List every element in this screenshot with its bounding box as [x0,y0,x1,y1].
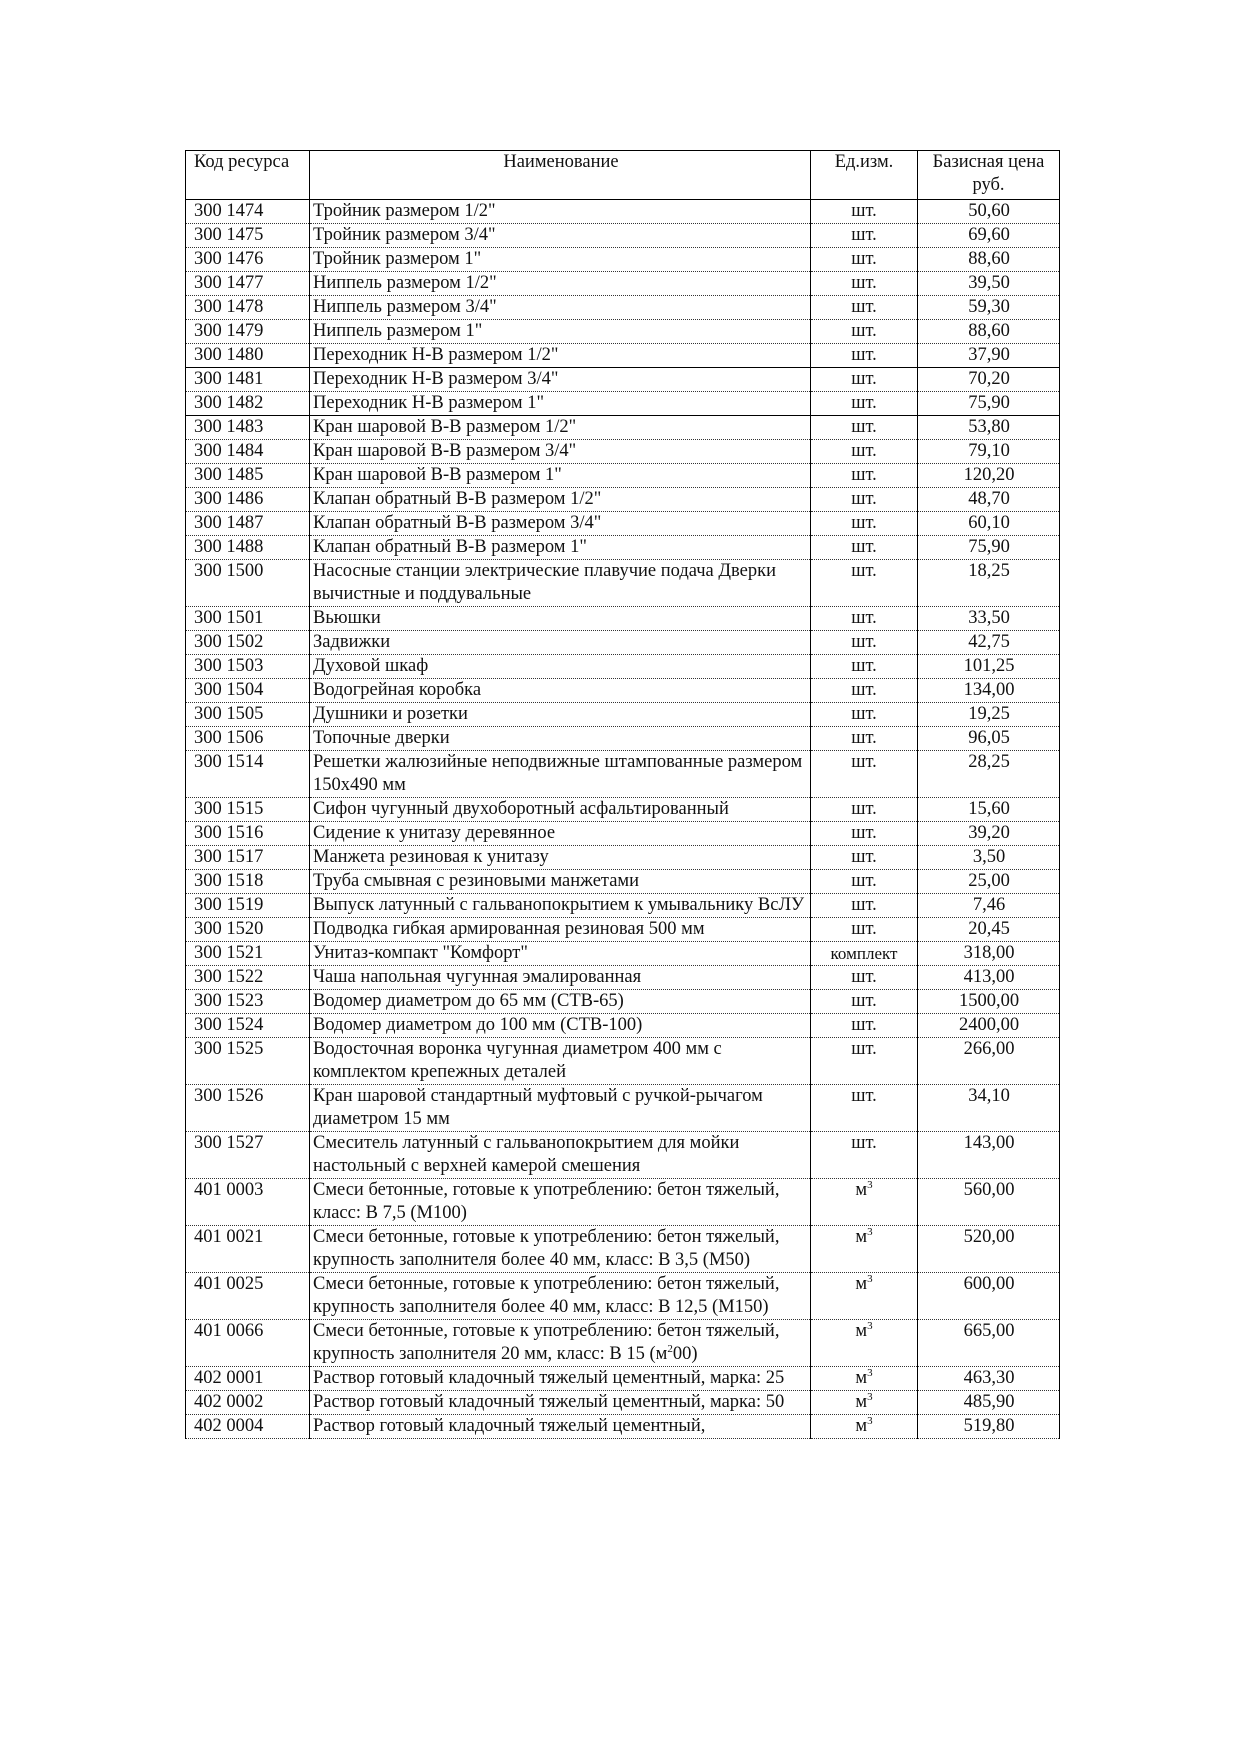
cell-code: 300 1477 [186,272,310,296]
cell-name: Смеси бетонные, готовые к употреблению: бетон тяжелый, крупность заполнителя более 40 мм, класс: В 12,5 (М150) [310,1273,811,1320]
cell-unit [811,1367,918,1391]
cell-unit: шт. [811,512,918,536]
cell-name: Ниппель размером 1/2" [310,272,811,296]
cell-name: Водомер диаметром до 65 мм (СТВ-65) [310,990,811,1014]
cell-name: Кран шаровой В-В размером 1" [310,464,811,488]
cell-price: 665,00 [918,1320,1060,1367]
price-table [185,150,1060,1439]
cell-name: Выпуск латунный с гальванопокрытием к умывальнику ВсЛУ [310,894,811,918]
cell-name-text: Смеси бетонные, готовые к употреблению: бетон тяжелый, крупность заполнителя 20 мм, класс: В 15 (м [313,1321,780,1364]
cell-unit: шт. [811,440,918,464]
cell-unit [811,1320,918,1367]
cell-unit: шт. [811,966,918,990]
cell-name: Сидение к унитазу деревянное [310,822,811,846]
cell-code: 300 1503 [186,655,310,679]
cell-code: 300 1515 [186,798,310,822]
cell-code: 300 1488 [186,536,310,560]
cell-unit-superscript: 3 [867,1366,873,1379]
table-row [186,1085,1060,1132]
cell-unit: шт. [811,224,918,248]
cell-name: Клапан обратный В-В размером 1/2" [310,488,811,512]
table-row [186,272,1060,296]
cell-code: 300 1479 [186,320,310,344]
table-row [186,942,1060,966]
cell-code: 401 0025 [186,1273,310,1320]
cell-name: Сифон чугунный двухоборотный асфальтированный [310,798,811,822]
cell-code: 300 1484 [186,440,310,464]
cell-unit: шт. [811,703,918,727]
cell-price: 485,90 [918,1391,1060,1415]
table-row [186,1391,1060,1415]
cell-price: 15,60 [918,798,1060,822]
cell-unit [811,1273,918,1320]
cell-price: 463,30 [918,1367,1060,1391]
cell-code: 300 1516 [186,822,310,846]
cell-code: 300 1475 [186,224,310,248]
table-row [186,727,1060,751]
cell-code: 300 1482 [186,392,310,416]
cell-unit: шт. [811,1038,918,1085]
cell-name: Ниппель размером 3/4" [310,296,811,320]
cell-unit [811,1391,918,1415]
cell-price: 266,00 [918,1038,1060,1085]
cell-price: 1500,00 [918,990,1060,1014]
cell-name: Смеси бетонные, готовые к употреблению: бетон тяжелый, класс: В 7,5 (М100) [310,1179,811,1226]
cell-code: 300 1474 [186,200,310,224]
cell-code: 402 0001 [186,1367,310,1391]
cell-price: 59,30 [918,296,1060,320]
table-row [186,1273,1060,1320]
cell-code: 300 1523 [186,990,310,1014]
table-row [186,200,1060,224]
cell-code: 300 1520 [186,918,310,942]
table-row [186,368,1060,392]
header-unit: Ед.изм. [811,151,918,200]
cell-price: 19,25 [918,703,1060,727]
cell-unit: шт. [811,392,918,416]
table-body [186,200,1060,1439]
table-row [186,392,1060,416]
table-row [186,320,1060,344]
cell-unit: шт. [811,655,918,679]
cell-code: 300 1478 [186,296,310,320]
cell-price: 50,60 [918,200,1060,224]
cell-unit: шт. [811,798,918,822]
cell-unit: шт. [811,751,918,798]
cell-code: 300 1522 [186,966,310,990]
cell-code: 300 1500 [186,560,310,607]
cell-unit-text: м [855,1227,868,1247]
cell-unit: шт. [811,607,918,631]
header-code: Код ресурса [186,151,310,200]
cell-name: Труба смывная с резиновыми манжетами [310,870,811,894]
cell-unit: шт. [811,200,918,224]
cell-unit [811,1226,918,1273]
cell-price: 96,05 [918,727,1060,751]
table-row [186,1132,1060,1179]
header-name: Наименование [310,151,811,200]
cell-unit-superscript: 3 [867,1272,873,1285]
cell-unit: шт. [811,320,918,344]
table-row [186,846,1060,870]
table-row [186,1179,1060,1226]
cell-price: 70,20 [918,368,1060,392]
cell-price: 600,00 [918,1273,1060,1320]
cell-price: 7,46 [918,894,1060,918]
cell-name: Духовой шкаф [310,655,811,679]
cell-unit: шт. [811,344,918,368]
table-row [186,560,1060,607]
table-row [186,536,1060,560]
cell-code: 300 1485 [186,464,310,488]
cell-price: 520,00 [918,1226,1060,1273]
cell-code: 300 1518 [186,870,310,894]
cell-unit: шт. [811,727,918,751]
table-row [186,703,1060,727]
table-row [186,488,1060,512]
cell-unit: шт. [811,416,918,440]
cell-price: 2400,00 [918,1014,1060,1038]
cell-name: Ниппель размером 1" [310,320,811,344]
header-price: Базисная цена руб. [918,151,1060,200]
cell-code: 300 1526 [186,1085,310,1132]
cell-price: 33,50 [918,607,1060,631]
cell-price: 34,10 [918,1085,1060,1132]
table-row [186,296,1060,320]
table-row [186,870,1060,894]
cell-code: 401 0003 [186,1179,310,1226]
cell-name: Смеси бетонные, готовые к употреблению: бетон тяжелый, крупность заполнителя более 40 мм, класс: В 3,5 (М50) [310,1226,811,1273]
cell-unit-text: м [855,1392,868,1412]
cell-code: 300 1517 [186,846,310,870]
cell-price: 79,10 [918,440,1060,464]
cell-name: Кран шаровой В-В размером 3/4" [310,440,811,464]
table-row [186,631,1060,655]
cell-code: 300 1519 [186,894,310,918]
cell-name: Унитаз-компакт "Комфорт" [310,942,811,966]
table-row [186,679,1060,703]
cell-name: Раствор готовый кладочный тяжелый цементный, марка: 50 [310,1391,811,1415]
cell-unit-superscript: 3 [867,1414,873,1427]
cell-price: 413,00 [918,966,1060,990]
cell-price: 143,00 [918,1132,1060,1179]
cell-unit: шт. [811,894,918,918]
cell-unit: шт. [811,488,918,512]
cell-name: Клапан обратный В-В размером 1" [310,536,811,560]
cell-price: 39,50 [918,272,1060,296]
table-row [186,822,1060,846]
cell-unit: шт. [811,536,918,560]
cell-price: 519,80 [918,1415,1060,1439]
cell-code: 300 1501 [186,607,310,631]
table-row [186,1415,1060,1439]
cell-name: Клапан обратный В-В размером 3/4" [310,512,811,536]
cell-unit-text: м [855,1180,868,1200]
cell-unit: шт. [811,296,918,320]
cell-price: 60,10 [918,512,1060,536]
table-row [186,440,1060,464]
cell-price: 134,00 [918,679,1060,703]
cell-name: Душники и розетки [310,703,811,727]
cell-code: 300 1502 [186,631,310,655]
cell-unit-text: м [855,1274,868,1294]
cell-name-tail: 00) [672,1344,698,1364]
table-row [186,1320,1060,1367]
cell-name: Вьюшки [310,607,811,631]
cell-price: 120,20 [918,464,1060,488]
cell-code: 402 0004 [186,1415,310,1439]
cell-name: Кран шаровой В-В размером 1/2" [310,416,811,440]
cell-name: Раствор готовый кладочный тяжелый цементный, [310,1415,811,1439]
table-header-row [186,151,1060,200]
table-row [186,1226,1060,1273]
table-row [186,512,1060,536]
cell-code: 300 1505 [186,703,310,727]
cell-price: 28,25 [918,751,1060,798]
cell-unit: шт. [811,1085,918,1132]
cell-code: 300 1521 [186,942,310,966]
cell-unit-superscript: 3 [867,1319,873,1332]
cell-unit: комплект [811,942,918,966]
table-row [186,344,1060,368]
cell-unit: шт. [811,870,918,894]
cell-price: 53,80 [918,416,1060,440]
cell-code: 300 1480 [186,344,310,368]
cell-unit-text: м [855,1321,868,1341]
cell-price: 39,20 [918,822,1060,846]
cell-name-superscript: 2 [667,1342,673,1355]
cell-unit: шт. [811,248,918,272]
table-row [186,918,1060,942]
cell-code: 300 1525 [186,1038,310,1085]
cell-price: 18,25 [918,560,1060,607]
cell-price: 48,70 [918,488,1060,512]
table-row [186,464,1060,488]
table-row [186,1367,1060,1391]
cell-code: 300 1481 [186,368,310,392]
cell-name: Тройник размером 1/2" [310,200,811,224]
cell-unit-text: м [855,1368,868,1388]
cell-unit: шт. [811,464,918,488]
cell-name: Раствор готовый кладочный тяжелый цементный, марка: 25 [310,1367,811,1391]
cell-code: 401 0066 [186,1320,310,1367]
cell-price: 88,60 [918,320,1060,344]
cell-price: 37,90 [918,344,1060,368]
cell-name: Манжета резиновая к унитазу [310,846,811,870]
cell-unit-superscript: 3 [867,1178,873,1191]
cell-name: Водосточная воронка чугунная диаметром 400 мм с комплектом крепежных деталей [310,1038,811,1085]
table-row [186,894,1060,918]
cell-name: Насосные станции электрические плавучие подача Дверки вычистные и поддувальные [310,560,811,607]
cell-name: Водомер диаметром до 100 мм (СТВ-100) [310,1014,811,1038]
cell-unit: шт. [811,990,918,1014]
table-row [186,655,1060,679]
cell-code: 300 1506 [186,727,310,751]
cell-code: 300 1487 [186,512,310,536]
table-row [186,751,1060,798]
cell-name: Подводка гибкая армированная резиновая 500 мм [310,918,811,942]
table-row [186,966,1060,990]
table-row [186,416,1060,440]
cell-name: Переходник Н-В размером 1/2" [310,344,811,368]
cell-unit: шт. [811,560,918,607]
cell-code: 300 1483 [186,416,310,440]
cell-code: 300 1486 [186,488,310,512]
table-row [186,248,1060,272]
table-row [186,224,1060,248]
cell-unit: шт. [811,822,918,846]
cell-unit: шт. [811,1132,918,1179]
cell-name: Переходник Н-В размером 1" [310,392,811,416]
cell-price: 25,00 [918,870,1060,894]
table-row [186,1014,1060,1038]
cell-unit: шт. [811,368,918,392]
cell-name: Тройник размером 3/4" [310,224,811,248]
cell-unit-text: м [855,1416,868,1436]
cell-code: 401 0021 [186,1226,310,1273]
cell-unit: шт. [811,1014,918,1038]
cell-name: Кран шаровой стандартный муфтовый с ручкой-рычагом диаметром 15 мм [310,1085,811,1132]
cell-unit-superscript: 3 [867,1225,873,1238]
cell-unit: шт. [811,679,918,703]
cell-name: Водогрейная коробка [310,679,811,703]
cell-name: Переходник Н-В размером 3/4" [310,368,811,392]
cell-price: 20,45 [918,918,1060,942]
cell-price: 42,75 [918,631,1060,655]
cell-unit: шт. [811,631,918,655]
cell-code: 402 0002 [186,1391,310,1415]
cell-name: Задвижки [310,631,811,655]
table-row [186,990,1060,1014]
cell-price: 88,60 [918,248,1060,272]
cell-price: 560,00 [918,1179,1060,1226]
cell-unit-superscript: 3 [867,1390,873,1403]
table-row [186,607,1060,631]
cell-code: 300 1504 [186,679,310,703]
cell-name [310,1320,811,1367]
cell-unit [811,1179,918,1226]
table-row [186,1038,1060,1085]
cell-price: 101,25 [918,655,1060,679]
cell-name: Тройник размером 1" [310,248,811,272]
cell-name: Смеситель латунный с гальванопокрытием для мойки настольный с верхней камерой смешения [310,1132,811,1179]
cell-unit: шт. [811,918,918,942]
cell-price: 75,90 [918,536,1060,560]
cell-code: 300 1524 [186,1014,310,1038]
cell-name: Решетки жалюзийные неподвижные штампованные размером 150х490 мм [310,751,811,798]
cell-price: 75,90 [918,392,1060,416]
table-row [186,798,1060,822]
cell-name: Топочные дверки [310,727,811,751]
cell-price: 318,00 [918,942,1060,966]
cell-code: 300 1476 [186,248,310,272]
cell-unit: шт. [811,272,918,296]
cell-code: 300 1514 [186,751,310,798]
cell-unit: шт. [811,846,918,870]
cell-price: 3,50 [918,846,1060,870]
cell-code: 300 1527 [186,1132,310,1179]
cell-name: Чаша напольная чугунная эмалированная [310,966,811,990]
cell-price: 69,60 [918,224,1060,248]
cell-unit [811,1415,918,1439]
